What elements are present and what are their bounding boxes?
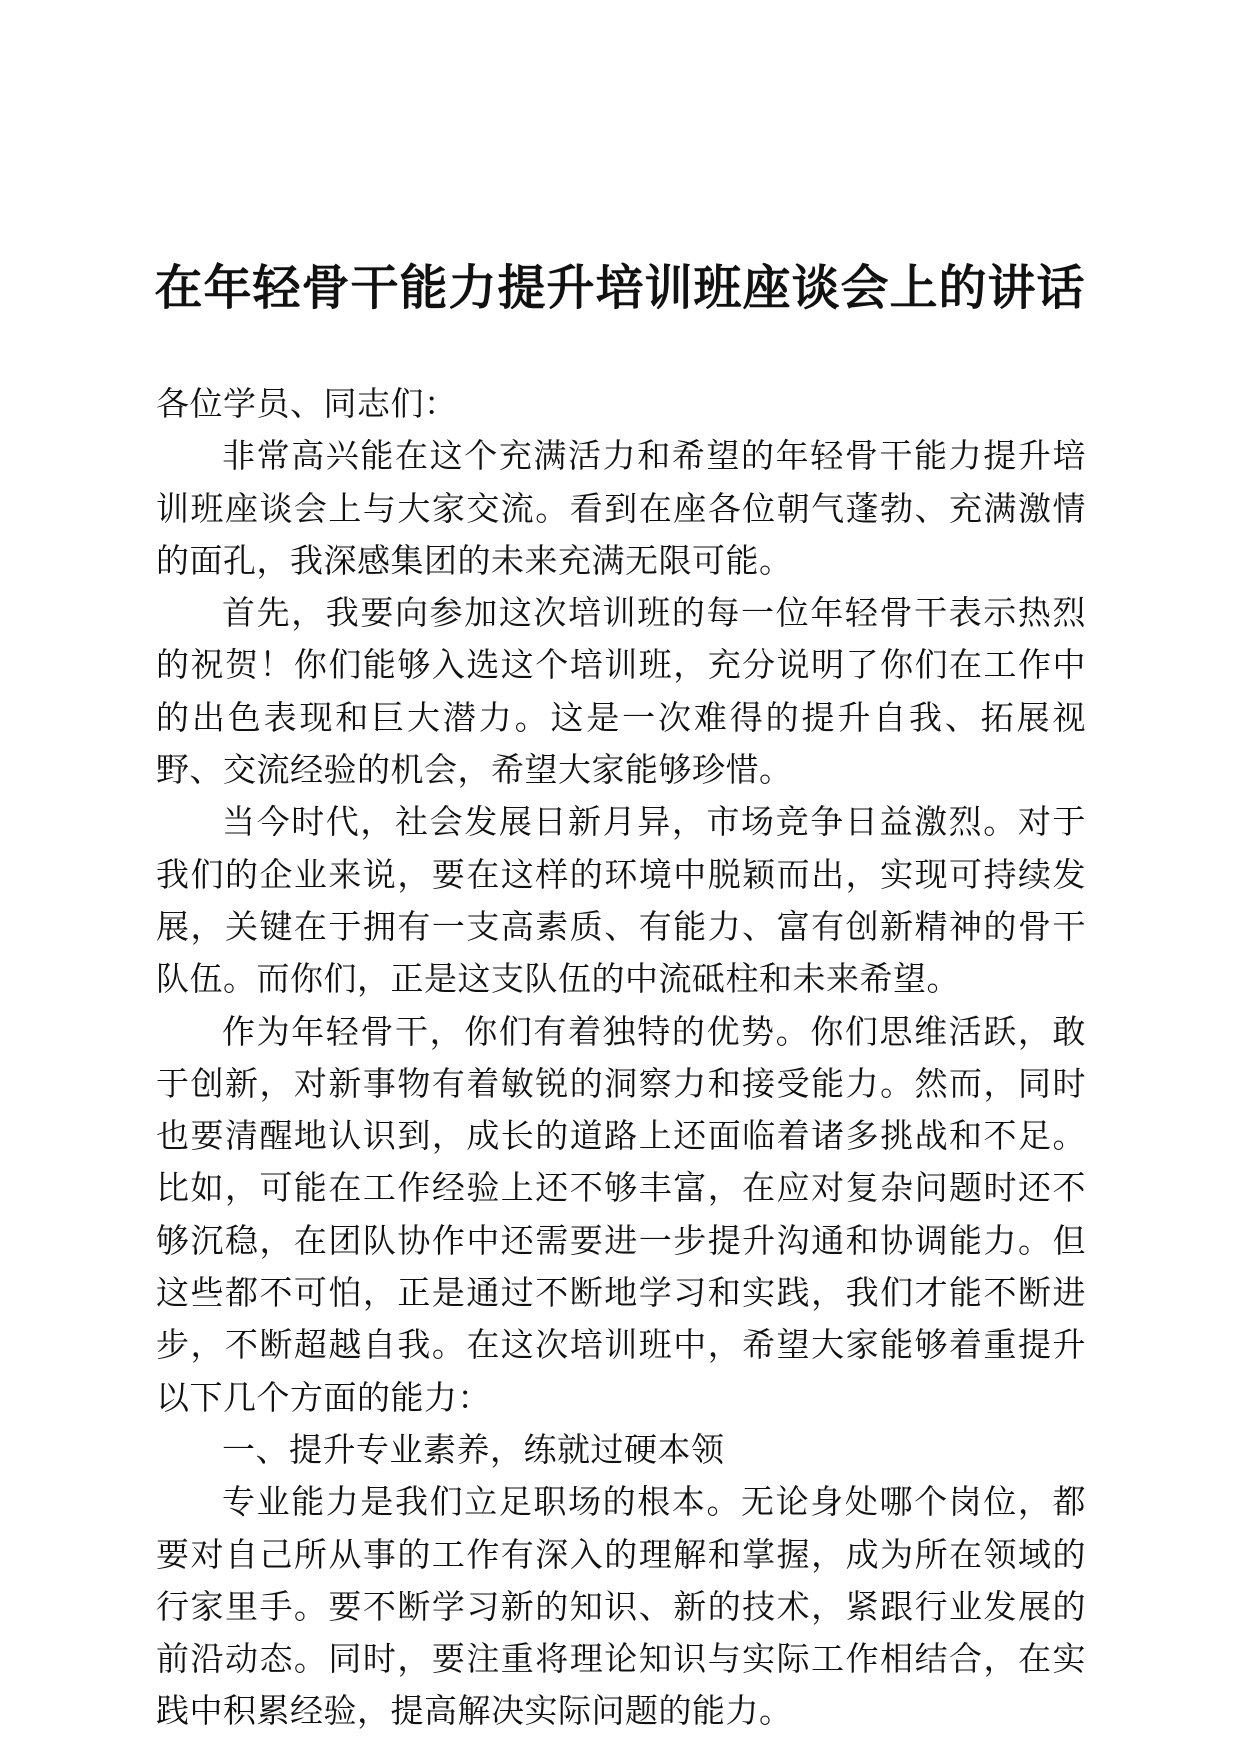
document-body (156, 378, 1086, 1738)
paragraph-4: 作为年轻骨干，你们有着独特的优势。你们思维活跃，敢于创新，对新事物有着敏锐的洞察力和接受能力。然而，同时也要清醒地认识到，成长的道路上还面临着诸多挑战和不足。比如，可能在工作经验上还不够丰富，在应对复杂问题时还不够沉稳，在团队协作中还需要进一步提升沟通和协调能力。但这些都不可怕，正是通过不断地学习和实践，我们才能不断进步，不断超越自我。在这次培训班中，希望大家能够着重提升以下几个方面的能力： (156, 1011, 1086, 1417)
paragraph-3: 当今时代，社会发展日新月异，市场竞争日益激烈。对于我们的企业来说，要在这样的环境中脱颖而出，实现可持续发展，关键在于拥有一支高素质、有能力、富有创新精神的骨干队伍。而你们，正是这支队伍的中流砥柱和未来希望。 (156, 802, 1086, 999)
paragraph-1: 非常高兴能在这个充满活力和希望的年轻骨干能力提升培训班座谈会上与大家交流。看到在座各位朝气蓬勃、充满激情的面孔，我深感集团的未来充满无限可能。 (156, 436, 1086, 580)
salutation: 各位学员、同志们： (156, 384, 458, 423)
paragraph-5: 专业能力是我们立足职场的根本。无论身处哪个岗位，都要对自己所从事的工作有深入的理解和掌握，成为所在领域的行家里手。要不断学习新的知识、新的技术，紧跟行业发展的前沿动态。同时，要注重将理论知识与实际工作相结合，在实践中积累经验，提高解决实际问题的能力。 (156, 1482, 1086, 1731)
paragraph-2: 首先，我要向参加这次培训班的每一位年轻骨干表示热烈的祝贺！你们能够入选这个培训班，充分说明了你们在工作中的出色表现和巨大潜力。这是一次难得的提升自我、拓展视野、交流经验的机会，希望大家能够珍惜。 (156, 593, 1086, 790)
document-title: 在年轻骨干能力提升培训班座谈会上的讲话 (154, 260, 1086, 316)
section-heading-1: 一、提升专业素养，练就过硬本领 (222, 1429, 725, 1469)
